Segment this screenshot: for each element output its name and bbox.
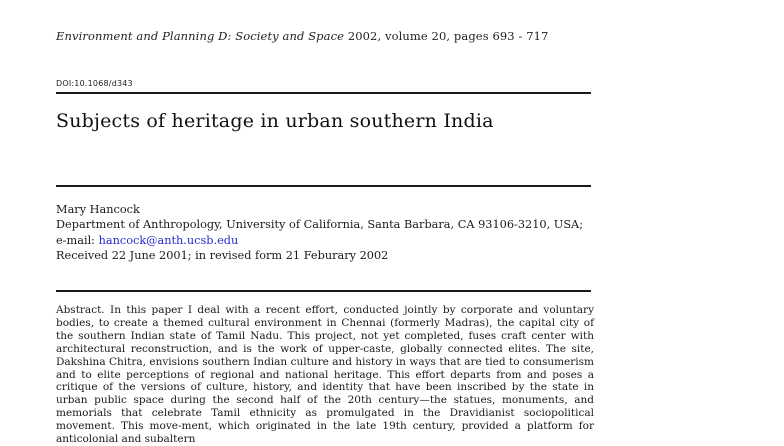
paper-title: Subjects of heritage in urban southern India bbox=[56, 110, 494, 132]
email-link[interactable]: hancock@anth.ucsb.edu bbox=[98, 233, 239, 247]
received-dates: Received 22 June 2001; in revised form 21 Feburary 2002 bbox=[56, 248, 389, 262]
divider-top bbox=[56, 92, 591, 94]
doi: DOI:10.1068/d343 bbox=[56, 79, 133, 88]
abstract-text: In this paper I deal with a recent effort, conducted jointly by corporate and voluntary bodies, to create a themed cultural environment in Chennai (formerly Madras), the capital city of the southern Indian state of Tamil Nadu. This project, not yet completed, fuses craft center with architectural reconstruction, and is the work of upper-caste, globally connected elites. The site, Dakshina Chitra, envisions southern Indian culture and history in ways that are tied to consumerism and to elite perceptions of regional and national heritage. This effort departs from and poses a critique of the versions of culture, history, and identity that have been inscribed by the state in urban public space during the second half of the 20th century—the statues, monuments, and memorials that celebrate Tamil ethnicity as promulgated in the Dravidianist sociopolitical movement. This move-ment, which originated in the late 19th century, provided a platform for anticolonial and subaltern bbox=[56, 304, 594, 446]
journal-citation: 2002, volume 20, pages 693 - 717 bbox=[347, 29, 549, 43]
divider-middle bbox=[56, 185, 591, 187]
divider-bottom bbox=[56, 290, 591, 292]
journal-citation-line bbox=[56, 29, 548, 43]
abstract bbox=[56, 304, 594, 446]
author-block bbox=[56, 202, 583, 263]
journal-name: Environment and Planning D: Society and Space bbox=[56, 29, 345, 43]
abstract-label: Abstract. bbox=[56, 304, 105, 316]
author-affiliation: Department of Anthropology, University of California, Santa Barbara, CA 93106-3210, USA; bbox=[56, 218, 584, 232]
email-label: e-mail: bbox=[56, 233, 99, 247]
author-email-line bbox=[56, 233, 583, 248]
author-name: Mary Hancock bbox=[56, 203, 140, 216]
